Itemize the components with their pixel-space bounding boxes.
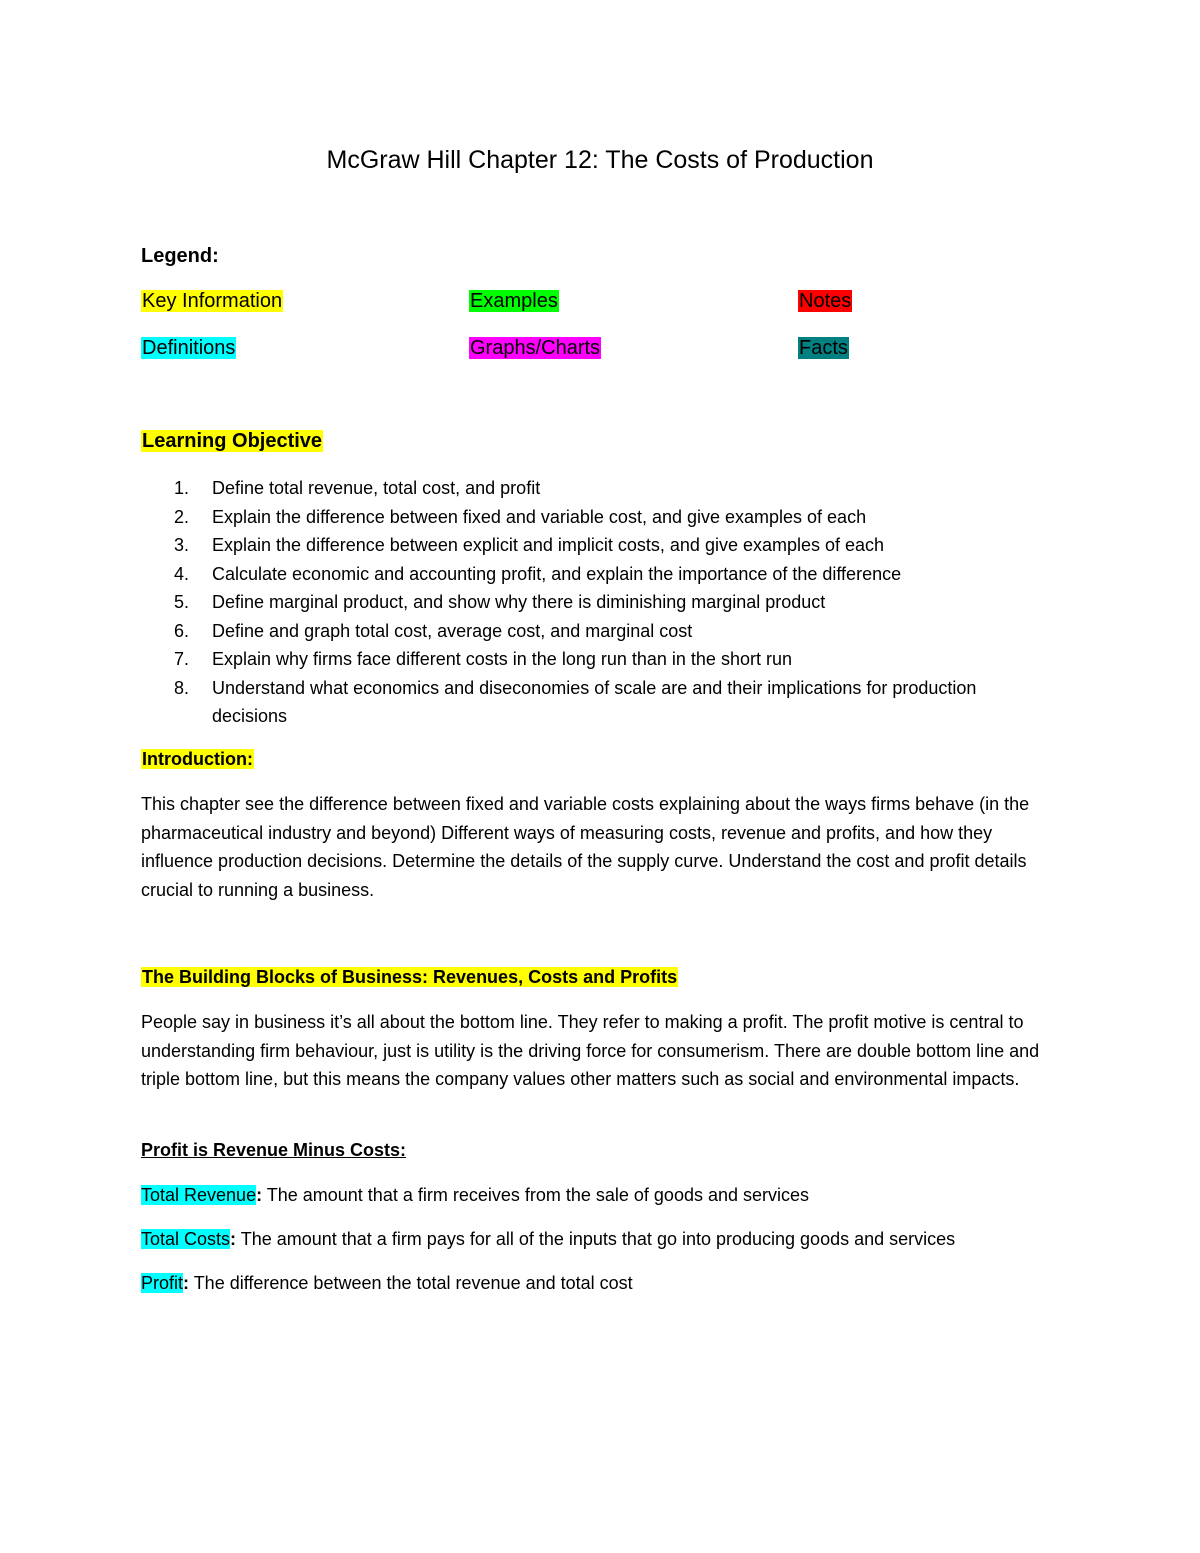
list-item-number: 7. [174, 649, 190, 669]
learning-objective-heading-wrap [141, 428, 323, 454]
learning-objective-heading: Learning Objective [142, 430, 323, 452]
legend-item-graphs-charts [469, 334, 601, 362]
list-item-text: Explain the difference between fixed and variable cost, and give examples of each [212, 506, 867, 527]
list-item-number: 3. [174, 535, 190, 555]
list-item-text: Explain the difference between explicit and implicit costs, and give examples of each [212, 535, 885, 555]
legend-notes-label: Notes [799, 290, 852, 312]
definition-total-revenue [141, 1181, 809, 1209]
legend-item-facts [798, 334, 849, 362]
building-blocks-heading-wrap [141, 964, 678, 990]
definition-text: The difference between the total revenue and total cost [189, 1273, 633, 1293]
definition-separator: : [183, 1273, 190, 1293]
list-item-text: Define and graph total cost, average cost, and marginal cost [212, 620, 693, 641]
definition-profit [141, 1269, 633, 1297]
definition-separator: : [230, 1229, 237, 1249]
definition-text: The amount that a firm pays for all of the inputs that go into producing goods and services [236, 1229, 956, 1249]
building-blocks-heading: The Building Blocks of Business: Revenues, Costs and Profits [142, 967, 678, 987]
profit-heading: Profit is Revenue Minus Costs: [141, 1140, 407, 1160]
building-blocks-body: People say in business it’s all about the bottom line. They refer to making a profit. The profit motive is central to understanding firm behaviour, just is utility is the driving force for consumerism. There are double bottom line and triple bottom line, but this means the company values other matters such as social and environmental impacts. [141, 1012, 1040, 1089]
list-item-number: 1. [174, 478, 190, 498]
legend-item-notes [798, 287, 852, 315]
profit-heading-wrap [141, 1137, 406, 1163]
list-item-number: 5. [174, 592, 190, 612]
list-item-number: 4. [174, 563, 190, 584]
list-item-text: Understand what economics and diseconomies of scale are and their implications for production decisions [212, 677, 977, 726]
page-title: McGraw Hill Chapter 12: The Costs of Production [326, 146, 874, 174]
legend-graphs-charts-label: Graphs/Charts [470, 337, 601, 359]
legend-definitions-label: Definitions [142, 337, 236, 359]
legend-key-information-label: Key Information [142, 290, 283, 312]
definition-total-costs [141, 1225, 955, 1253]
list-item-text: Explain why firms face different costs in the long run than in the short run [212, 649, 792, 669]
list-item [141, 560, 1071, 589]
list-item [141, 645, 1071, 674]
definition-text: The amount that a firm receives from the sale of goods and services [262, 1185, 810, 1205]
list-item [141, 503, 1071, 532]
list-item-number: 8. [174, 677, 190, 698]
definition-term: Profit [141, 1273, 184, 1293]
definition-term: Total Revenue [141, 1185, 257, 1205]
legend-examples-label: Examples [470, 290, 558, 312]
legend-facts-label: Facts [799, 337, 848, 359]
list-item-text: Calculate economic and accounting profit, and explain the importance of the difference [212, 563, 902, 584]
list-item-text: Define marginal product, and show why there is diminishing marginal product [212, 592, 826, 612]
list-item-number: 2. [174, 506, 190, 527]
list-item [141, 474, 1071, 503]
legend-item-key-information [141, 287, 283, 315]
definition-term: Total Costs [141, 1229, 231, 1249]
learning-objective-list [141, 474, 1071, 731]
list-item [141, 531, 1071, 560]
definition-separator: : [256, 1185, 263, 1205]
legend-label: Legend: [141, 245, 219, 267]
introduction-heading-wrap [141, 746, 254, 772]
list-item [141, 617, 1071, 646]
list-item [141, 674, 1002, 731]
introduction-body: This chapter see the difference between fixed and variable costs explaining about the ways firms behave (in the pharmaceutical industry and beyond) Different ways of measuring costs, revenue and profits, and how they influence production decisions. Determine the details of the supply curve. Understand the cost and profit details crucial to running a business. [141, 794, 1030, 900]
list-item [141, 588, 1071, 617]
introduction-heading: Introduction: [142, 749, 253, 769]
legend-item-definitions [141, 334, 236, 362]
list-item-text: Define total revenue, total cost, and profit [212, 478, 541, 498]
list-item-number: 6. [174, 620, 190, 641]
legend-item-examples [469, 287, 559, 315]
